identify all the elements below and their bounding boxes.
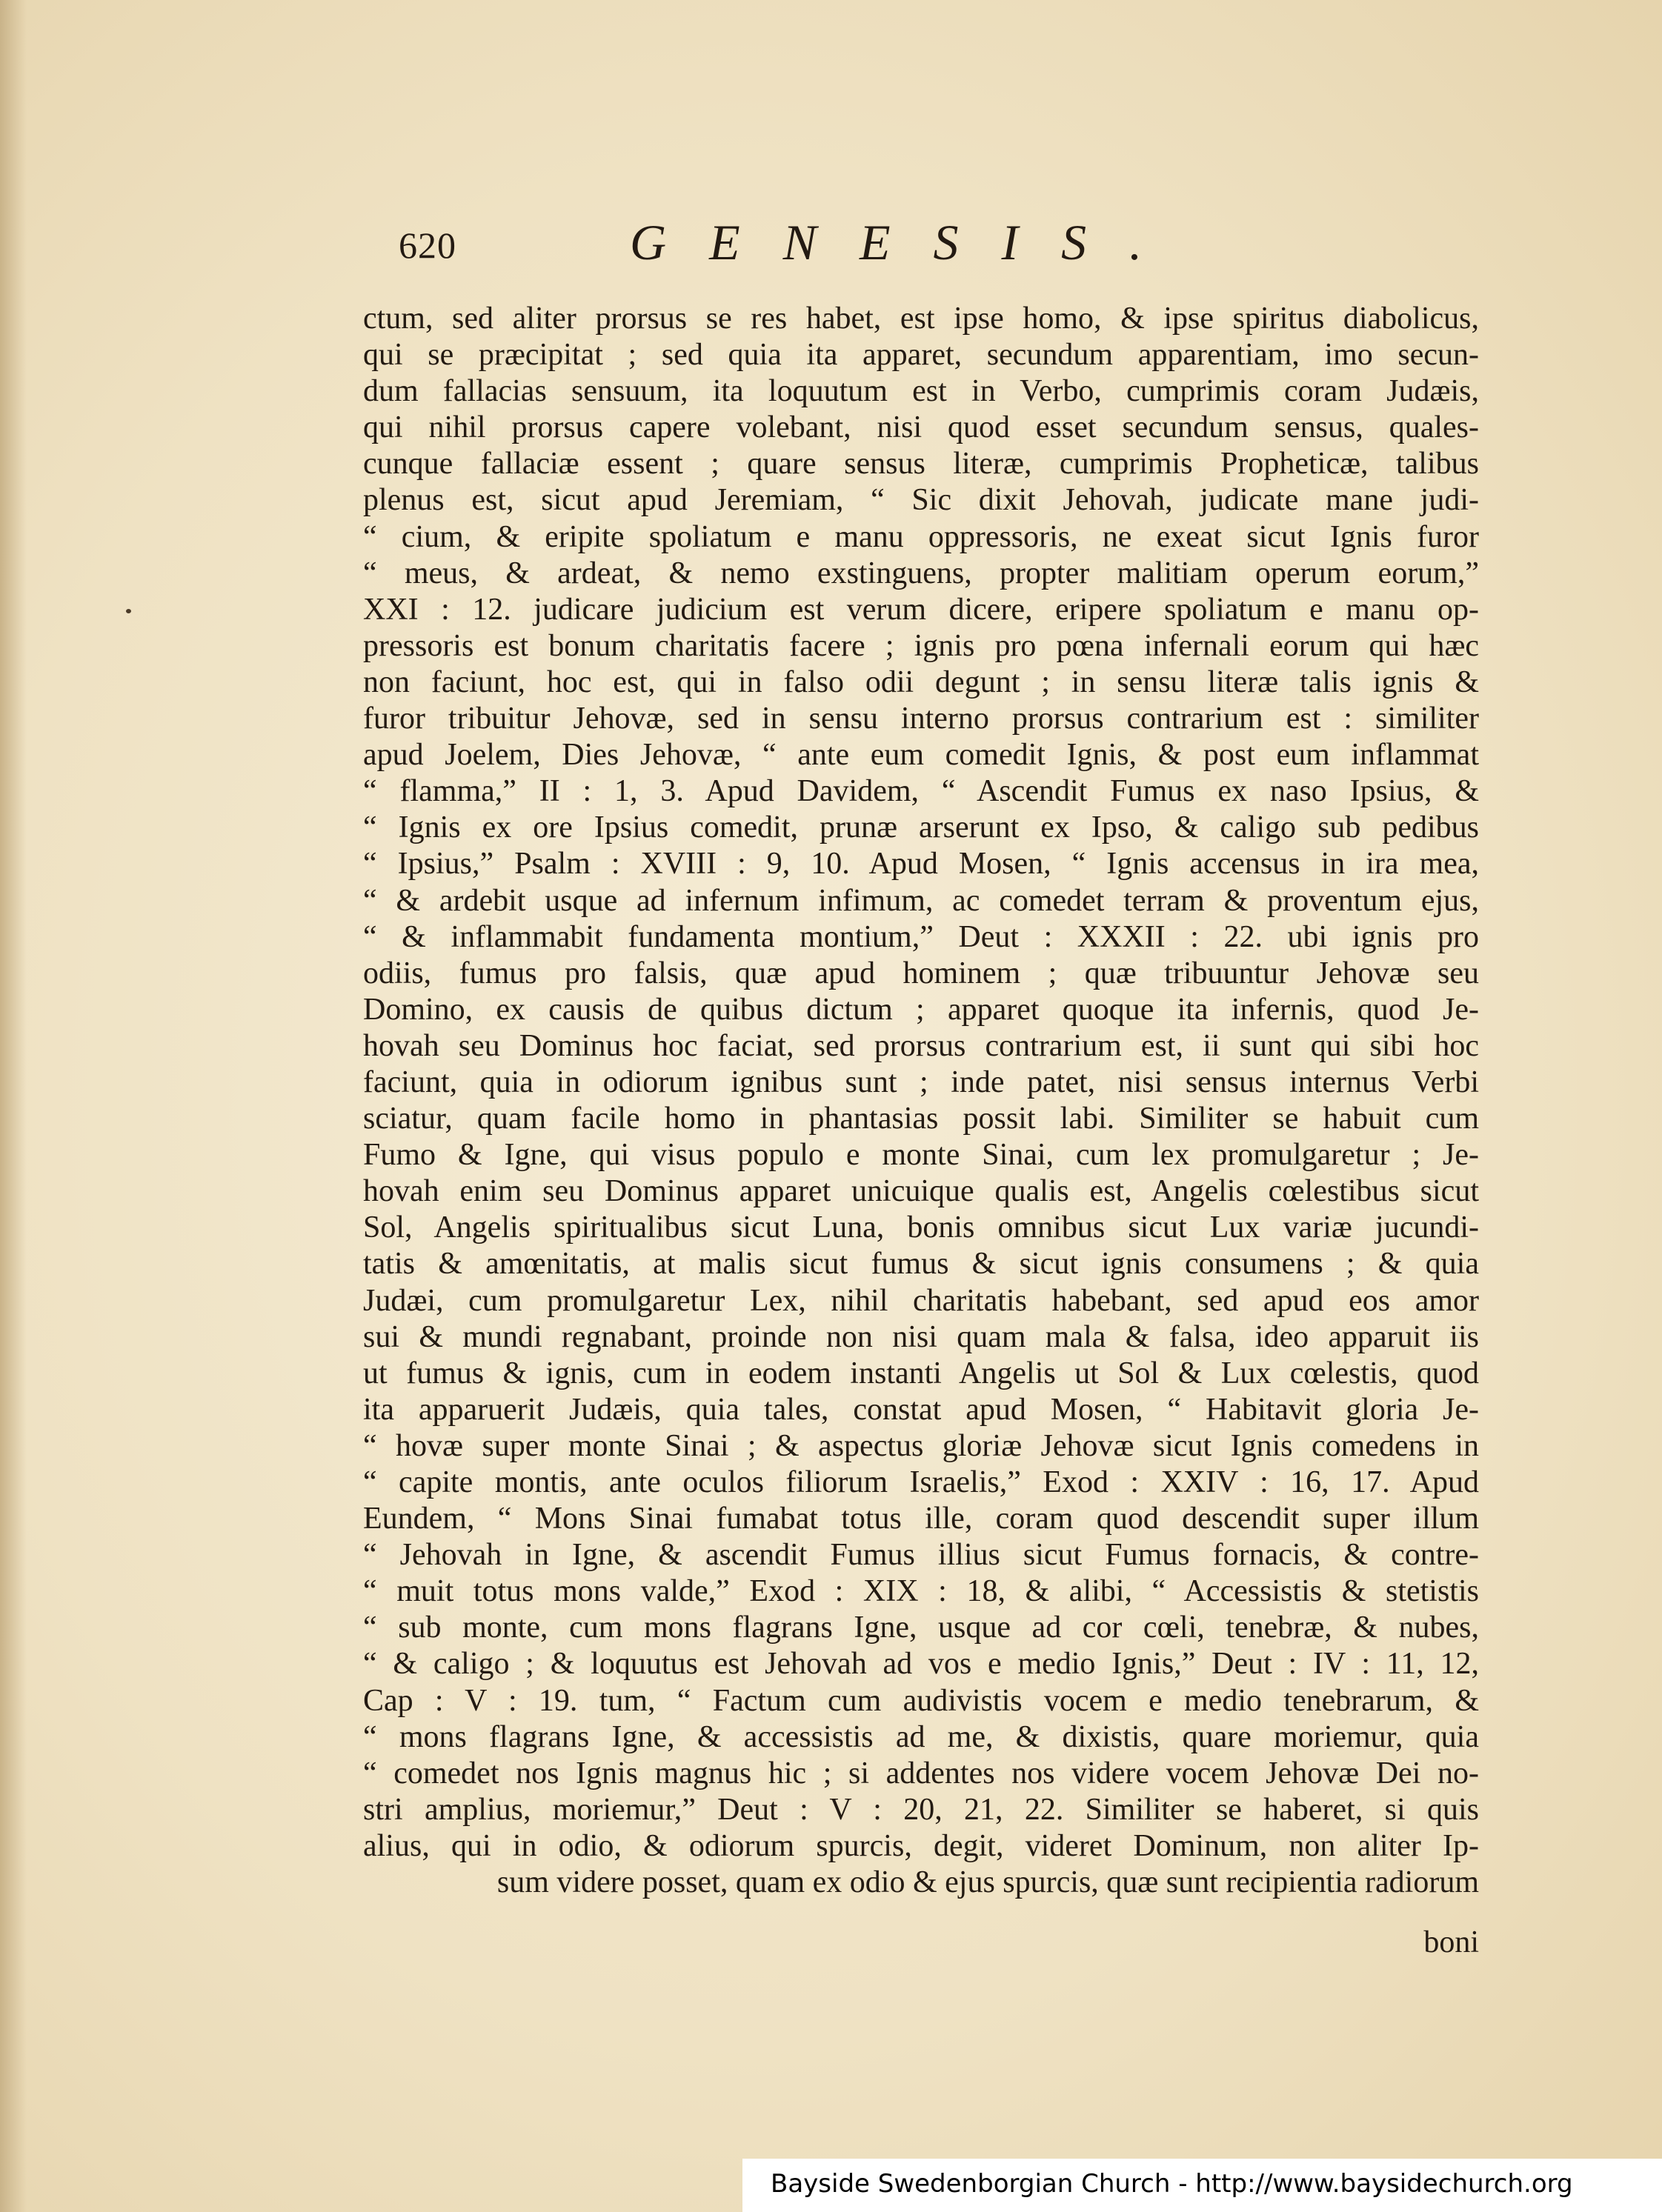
- footer-banner-text: Bayside Swedenborgian Church - http://www.baysidechurch.org: [771, 2169, 1573, 2199]
- text-line: Fumo & Igne, qui visus populo e monte Sinai, cum lex promulgaretur ; Je-: [363, 1138, 1479, 1173]
- text-line: hovah enim seu Dominus apparet unicuique qualis est, Angelis cœlestibus sicut: [363, 1174, 1479, 1209]
- text-line: sum videre posset, quam ex odio & ejus spurcis, quæ sunt recipientia radiorum: [496, 1865, 1479, 1900]
- text-line: pressoris est bonum charitatis facere ; ignis pro pœna infernali eorum qui hæc: [363, 628, 1479, 663]
- page-header: [399, 213, 1436, 273]
- text-line: Eundem, “ Mons Sinai fumabat totus ille, coram quod descendit super illum: [363, 1502, 1479, 1536]
- text-line: “ cium, & eripite spoliatum e manu oppressoris, ne exeat sicut Ignis furor: [363, 519, 1479, 554]
- text-line: Sol, Angelis spiritualibus sicut Luna, bonis omnibus sicut Lux variæ jucundi-: [363, 1210, 1479, 1245]
- text-line: stri amplius, moriemur,” Deut : V : 20, 21, 22. Similiter se haberet, si quis: [363, 1792, 1479, 1827]
- text-line: odiis, fumus pro falsis, quæ apud hominem ; quæ tribuuntur Jehovæ seu: [363, 956, 1479, 990]
- text-line: “ sub monte, cum mons flagrans Igne, usque ad cor cœli, tenebræ, & nubes,: [363, 1610, 1479, 1645]
- text-line: “ muit totus mons valde,” Exod : XIX : 18, & alibi, “ Accessistis & stetistis: [363, 1574, 1479, 1609]
- text-line: “ mons flagrans Igne, & accessistis ad me, & dixistis, quare moriemur, quia: [363, 1719, 1479, 1754]
- text-line: ut fumus & ignis, cum in eodem instanti Angelis ut Sol & Lux cœlestis, quod: [363, 1356, 1479, 1390]
- text-line: XXI : 12. judicare judicium est verum dicere, eripere spoliatum e manu op-: [363, 592, 1479, 627]
- running-title: GENESIS.: [630, 214, 1186, 270]
- text-line: alius, qui in odio, & odiorum spurcis, degit, videret Dominum, non aliter Ip-: [363, 1828, 1479, 1863]
- text-line: Judæi, cum promulgaretur Lex, nihil charitatis habebant, sed apud eos amor: [363, 1283, 1479, 1318]
- body-text: [363, 301, 1479, 1901]
- text-line: apud Joelem, Dies Jehovæ, “ ante eum comedit Ignis, & post eum inflammat: [363, 738, 1479, 773]
- text-line: hovah seu Dominus hoc faciat, sed prorsus contrarium est, ii sunt qui sibi hoc: [363, 1028, 1479, 1063]
- text-line: “ hovæ super monte Sinai ; & aspectus gloriæ Jehovæ sicut Ignis comedens in: [363, 1428, 1479, 1463]
- text-line: tatis & amœnitatis, at malis sicut fumus & sicut ignis consumens ; & quia: [363, 1247, 1479, 1282]
- text-line: “ & ardebit usque ad infernum infimum, ac comedet terram & proventum ejus,: [363, 883, 1479, 918]
- text-line: faciunt, quia in odiorum ignibus sunt ; inde patet, nisi sensus internus Verbi: [363, 1065, 1479, 1099]
- text-line: “ Ignis ex ore Ipsius comedit, prunæ arserunt ex Ipso, & caligo sub pedibus: [363, 810, 1479, 845]
- catchword: boni: [1423, 1925, 1479, 1959]
- text-line: “ capite montis, ante oculos filiorum Israelis,” Exod : XXIV : 16, 17. Apud: [363, 1465, 1479, 1499]
- text-line: Domino, ex causis de quibus dictum ; apparet quoque ita infernis, quod Je-: [363, 992, 1479, 1027]
- footer-banner: [742, 2159, 1662, 2212]
- binding-shadow: [0, 0, 27, 2212]
- text-line: furor tribuitur Jehovæ, sed in sensu interno prorsus contrarium est : similiter: [363, 702, 1479, 736]
- text-line: sciatur, quam facile homo in phantasias possit labi. Similiter se habuit cum: [363, 1102, 1479, 1136]
- text-line: qui se præcipitat ; sed quia ita apparet, secundum apparentiam, imo secun-: [363, 338, 1479, 373]
- text-line: Cap : V : 19. tum, “ Factum cum audivistis vocem e medio tenebrarum, &: [363, 1683, 1479, 1718]
- text-line: “ & inflammabit fundamenta montium,” Deut : XXXII : 22. ubi ignis pro: [363, 919, 1479, 954]
- text-line: ita apparuerit Judæis, quia tales, constat apud Mosen, “ Habitavit gloria Je-: [363, 1392, 1479, 1427]
- text-line: cunque fallaciæ essent ; quare sensus literæ, cumprimis Propheticæ, talibus: [363, 447, 1479, 482]
- page-number: 620: [399, 224, 456, 266]
- text-line: “ Jehovah in Igne, & ascendit Fumus illius sicut Fumus fornacis, & contre-: [363, 1538, 1479, 1573]
- text-line: “ & caligo ; & loquutus est Jehovah ad vos e medio Ignis,” Deut : IV : 11, 12,: [363, 1647, 1479, 1682]
- text-line: non faciunt, hoc est, qui in falso odii degunt ; in sensu literæ talis ignis &: [363, 664, 1479, 699]
- text-line: plenus est, sicut apud Jeremiam, “ Sic dixit Jehovah, judicate mane judi-: [363, 483, 1479, 518]
- margin-ink-spot: [126, 609, 131, 613]
- text-line: sui & mundi regnabant, proinde non nisi quam mala & falsa, ideo apparuit iis: [363, 1319, 1479, 1354]
- text-line: “ comedet nos Ignis magnus hic ; si addentes nos videre vocem Jehovæ Dei no-: [363, 1756, 1479, 1790]
- text-line: “ flamma,” II : 1, 3. Apud Davidem, “ Ascendit Fumus ex naso Ipsius, &: [363, 774, 1479, 809]
- text-line: qui nihil prorsus capere volebant, nisi quod esset secundum sensus, quales-: [363, 410, 1479, 445]
- text-line: ctum, sed aliter prorsus se res habet, est ipse homo, & ipse spiritus diabolicus,: [363, 302, 1479, 336]
- text-line: “ Ipsius,” Psalm : XVIII : 9, 10. Apud Mosen, “ Ignis accensus in ira mea,: [363, 847, 1479, 882]
- text-line: dum fallacias sensuum, ita loquutum est in Verbo, cumprimis coram Judæis,: [363, 374, 1479, 409]
- text-line: “ meus, & ardeat, & nemo exstinguens, propter malitiam operum eorum,”: [363, 556, 1479, 590]
